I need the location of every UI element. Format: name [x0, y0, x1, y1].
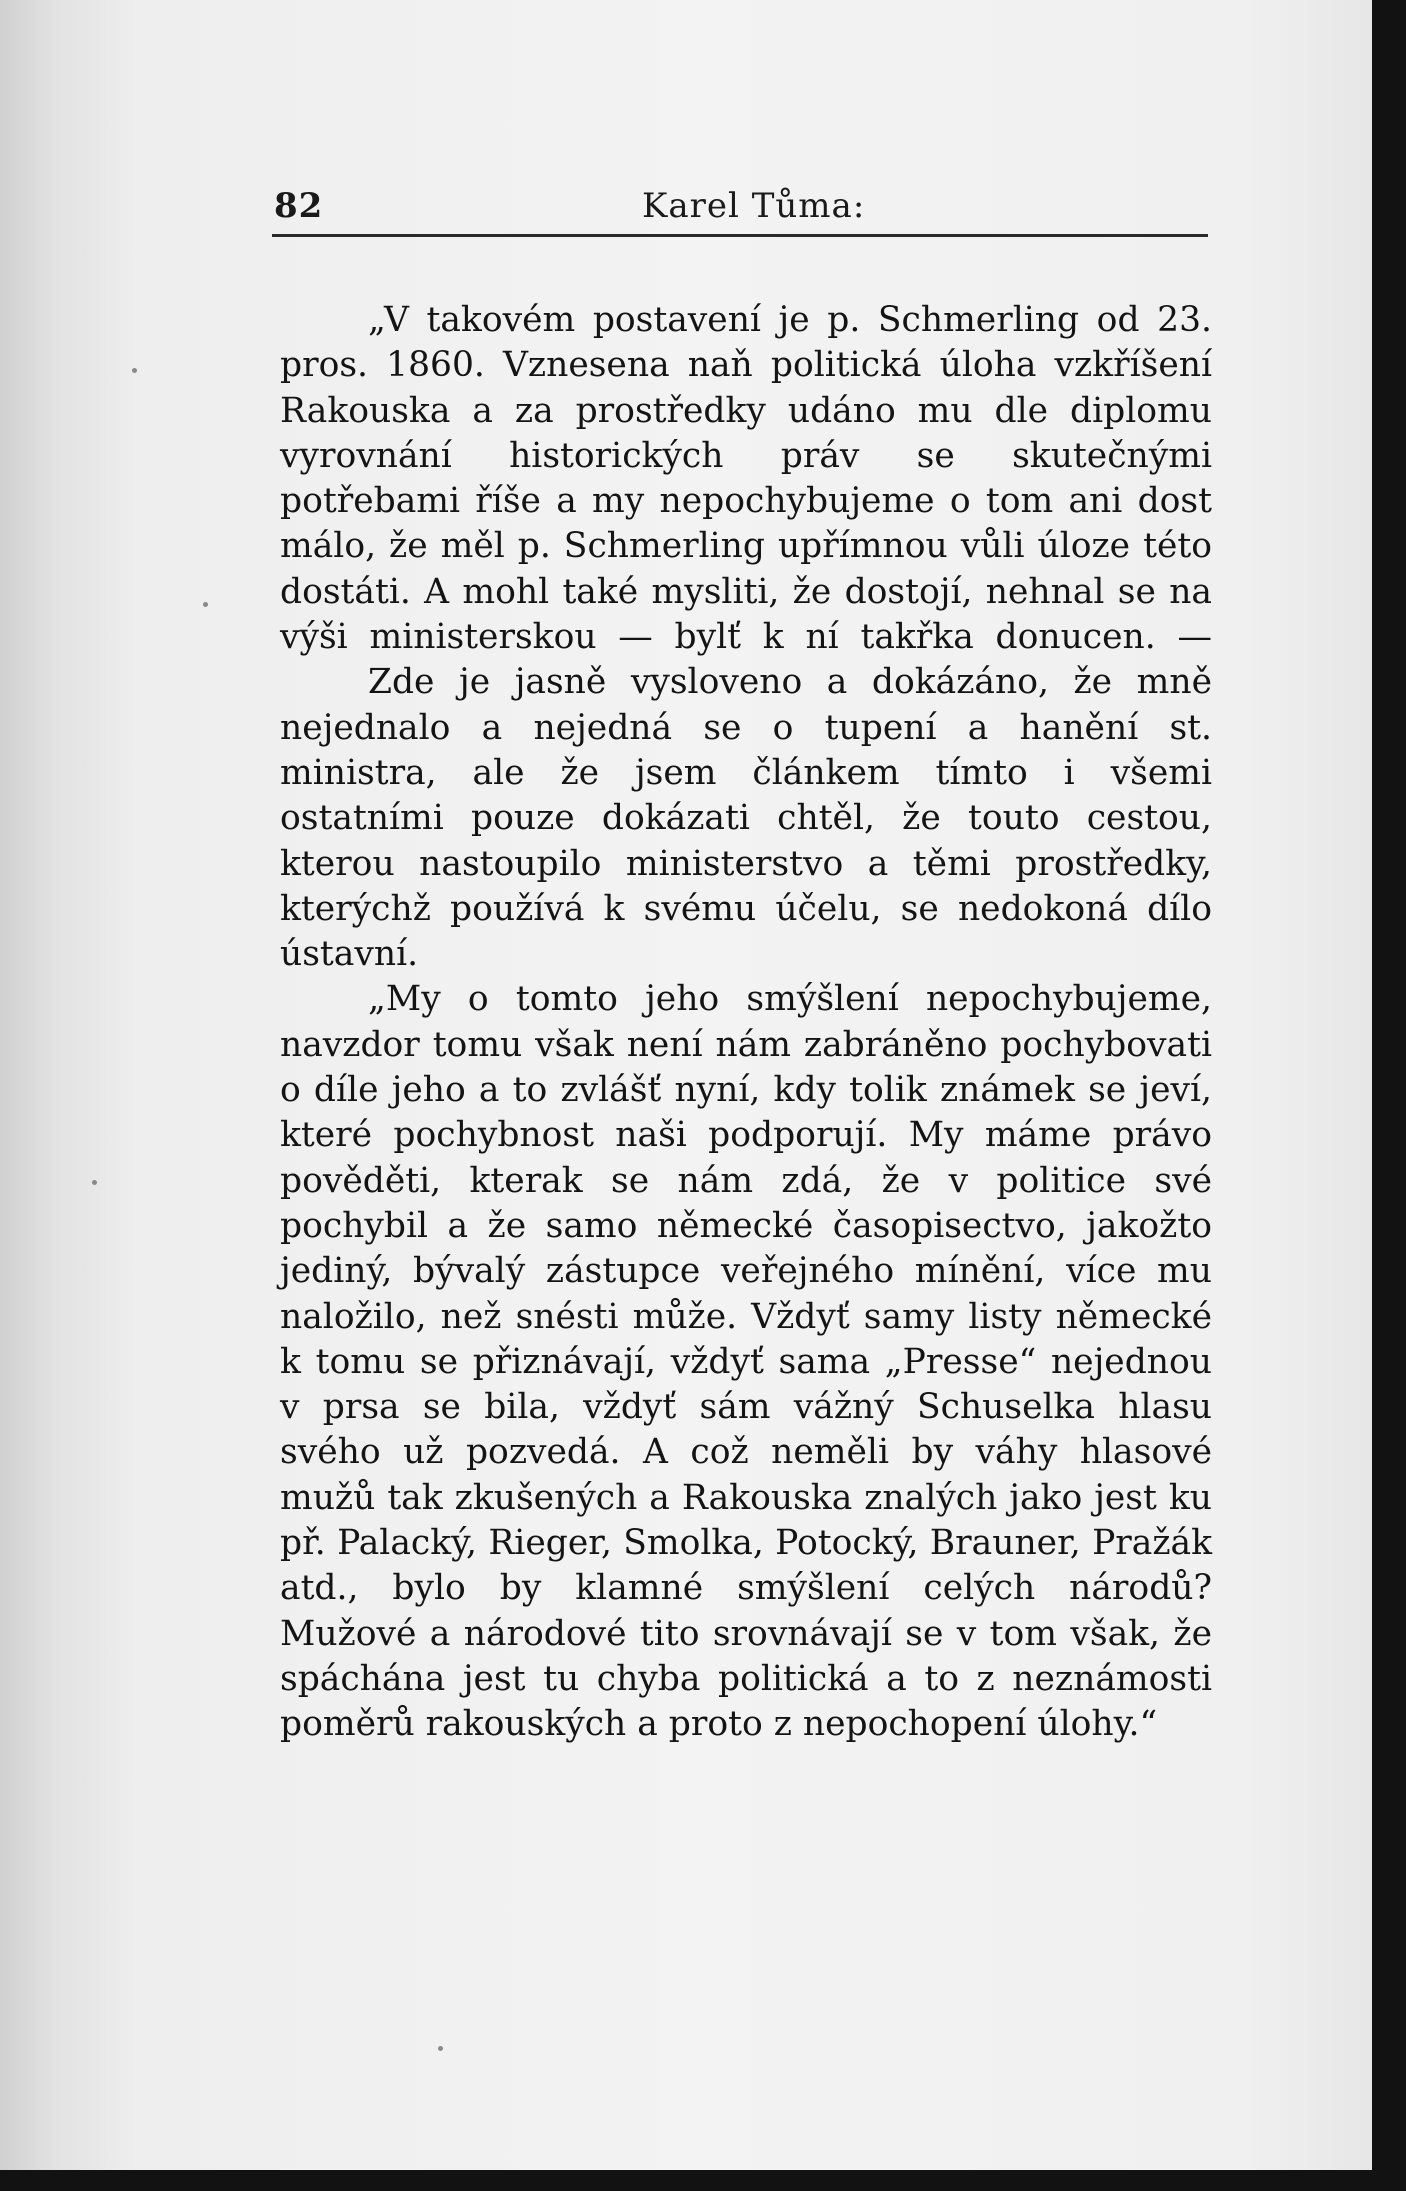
page-header: [272, 186, 1206, 236]
paper-speck: [438, 2046, 443, 2051]
running-head: Karel Tůma:: [642, 186, 866, 226]
paragraph: „My o tomto jeho smýšlení nepochybujeme, navzdor tomu však není nám zabráněno pochybovati o díle jeho a to zvlášť nyní, kdy tolik známek se jeví, které pochybnost naši podporují. My máme právo pověděti, kterak se nám zdá, že v politice své pochybil a že samo německé časopisectvo, jakožto jediný, bývalý zástupce veřejného mínění, více mu naložilo, než snésti může. Vždyť samy listy německé k tomu se přiznávají, vždyť sama „Presse“ nejednou v prsa se bila, vždyť sám vážný Schuselka hlasu svého už pozvedá. A což neměli by váhy hlasové mužů tak zkušených a Rakouska znalých jako jest ku př. Palacký, Rieger, Smolka, Potocký, Brauner, Pražák atd., bylo by klamné smýšlení celých národů? Mužové a národové tito srovnávají se v tom však, že spáchána jest tu chyba politická a to z neznámosti poměrů rakouských a proto z nepochopení úlohy.“: [280, 979, 1212, 1745]
paragraph: „V takovém postavení je p. Schmerling od 23. pros. 1860. Vznesena naň politická úloha vzkříšení Rakouska a za prostředky udáno mu dle diplomu vyrovnání historických práv se skutečnými potřebami říše a my nepochybujeme o tom ani dost málo, že měl p. Schmerling upřímnou vůli úloze této dostáti. A mohl také mysliti, že dostojí, nehnal se na výši ministerskou — bylť k ní takřka donucen. —: [280, 300, 1212, 658]
page-number: 82: [274, 186, 324, 226]
paragraph: Zde je jasně vysloveno a dokázáno, že mně nejednalo a nejedná se o tupení a hanění st. ministra, ale že jsem článkem tímto i všemi ostatními pouze dokázati chtěl, že touto cestou, kterou nastoupilo ministerstvo a těmi prostředky, kterýchž používá k svému účelu, se nedokoná dílo ústavní.: [280, 662, 1212, 975]
scan-border-bottom: [0, 2170, 1406, 2191]
paper-speck: [132, 368, 137, 373]
scan-border-right: [1372, 0, 1406, 2191]
paper-speck: [203, 602, 208, 607]
paper-speck: [92, 1180, 97, 1185]
header-rule: [272, 234, 1208, 237]
body-text: [280, 298, 1212, 1748]
